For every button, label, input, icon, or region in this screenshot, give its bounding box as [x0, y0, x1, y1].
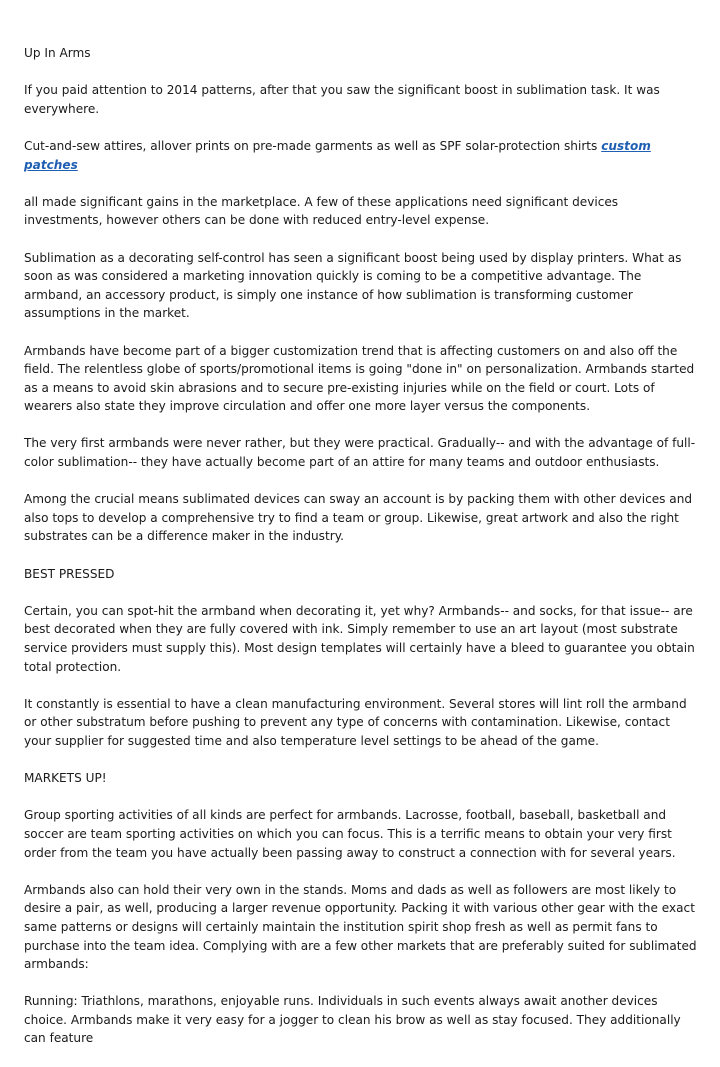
paragraph: all made significant gains in the marketplace. A few of these applications need significant devices investments, however others can be done with reduced entry-level expense. [24, 194, 619, 228]
paragraph: The very first armbands were never rather, but they were practical. Gradually-- and with the advantage of full-color sublimation-- they have actually become part of an attire for many teams and outdoor enthusiasts. [24, 436, 696, 470]
paragraph: It constantly is essential to have a clean manufacturing environment. Several stores will lint roll the armband or other substratum before pushing to prevent any type of concerns with contamination. Likewise, contact your supplier for suggested time and also temperature level settings to be ahead of the game. [24, 696, 687, 748]
paragraph: Sublimation as a decorating self-control has seen a significant boost being used by display printers. What as soon as was considered a marketing innovation quickly is coming to be a competitive advantage. The armband, an accessory product, is simply one instance of how sublimation is transforming customer assumptions in the market. [24, 250, 682, 321]
paragraph-with-link [24, 137, 700, 174]
custom-patches-link[interactable]: custom patches [24, 138, 651, 172]
section-heading-best-pressed: BEST PRESSED [24, 566, 115, 581]
paragraph: Group sporting activities of all kinds are perfect for armbands. Lacrosse, football, baseball, basketball and soccer are team sporting activities on which you can focus. This is a terrific means to obtain your very first order from the team you have actually been passing away to construct a connection with for several years. [24, 808, 676, 860]
paragraph: If you paid attention to 2014 patterns, after that you saw the significant boost in sublimation task. It was everywhere. [24, 83, 660, 116]
document-body [24, 44, 700, 1067]
document-title: Up In Arms [24, 46, 91, 60]
paragraph: Among the crucial means sublimated devices can sway an account is by packing them with other devices and also tops to develop a comprehensive try to find a team or group. Likewise, great artwork and also the right substrates can be a difference maker in the industry. [24, 492, 693, 544]
paragraph: Running: Triathlons, marathons, enjoyable runs. Individuals in such events always await another devices choice. Armbands make it very easy for a jogger to clean his brow as well as stay focused. They additionally can feature [24, 994, 681, 1046]
paragraph: Armbands also can hold their very own in the stands. Moms and dads as well as followers are most likely to desire a pair, as well, producing a larger revenue opportunity. Packing it with various other gear with the exact same patterns or designs will certainly maintain the institution spirit shop fresh as well as permit fans to purchase into the team idea. Complying with are a few other markets that are preferably suited for sublimated armbands: [24, 882, 697, 972]
paragraph: Certain, you can spot-hit the armband when decorating it, yet why? Armbands-- and socks, for that issue-- are best decorated when they are fully covered with ink. Simply remember to use an art layout (most substrate service providers must supply this). Most design templates will certainly have a bleed to guarantee you obtain total protection. [24, 603, 695, 674]
paragraph-text: Cut-and-sew attires, allover prints on pre-made garments as well as SPF solar-protection shirts [24, 138, 602, 153]
section-heading-markets-up: MARKETS UP! [24, 771, 107, 786]
paragraph: Armbands have become part of a bigger customization trend that is affecting customers on and also off the field. The relentless globe of sports/promotional items is going "done in" on personalization. Armbands started as a means to avoid skin abrasions and to secure pre-existing injuries while on the field or court. Lots of wearers also state they improve circulation and offer one more layer versus the components. [24, 343, 695, 414]
